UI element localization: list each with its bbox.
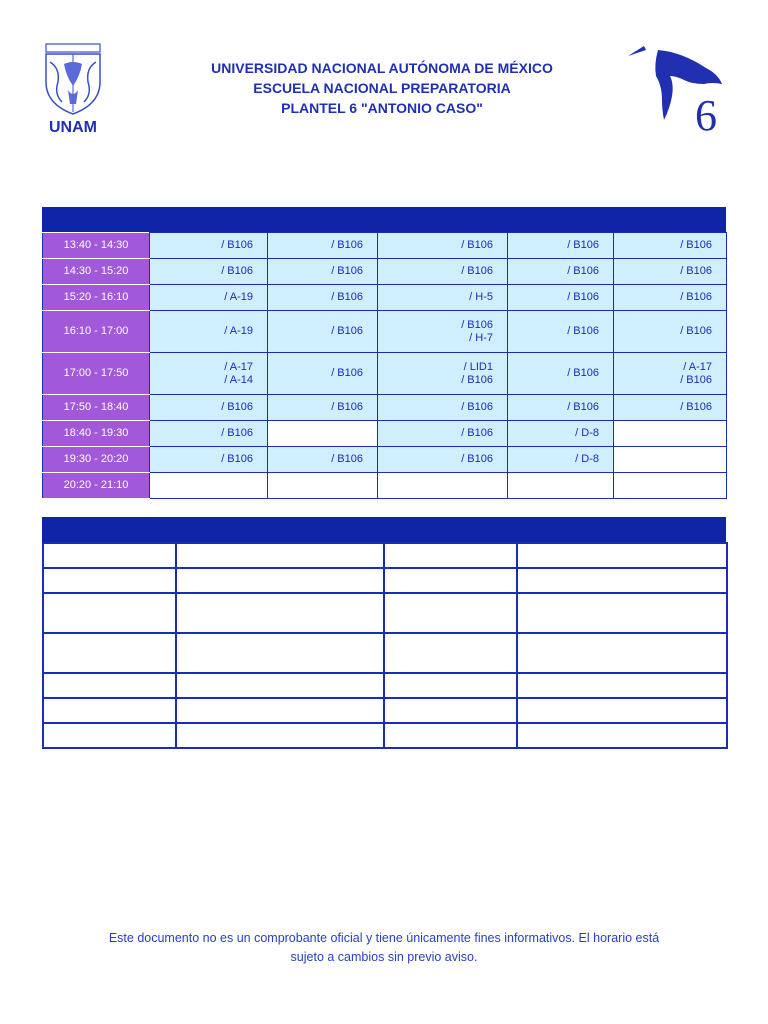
schedule-cell: [508, 353, 614, 395]
room-label: / A-17: [683, 360, 712, 373]
disclaimer-line-1: Este documento no es un comprobante oficial y tiene únicamente fines informativos. El horario está: [108, 931, 660, 945]
schedule-cell: [150, 421, 268, 447]
schedule-cell: [378, 395, 508, 421]
room-label: / B106: [680, 373, 712, 386]
schedule-cell: [614, 447, 727, 473]
table-row: [43, 673, 727, 698]
table-cell: [43, 723, 176, 748]
room-label: / B106: [567, 239, 599, 251]
unam-logo: [40, 42, 106, 134]
schedule-header-bar: [42, 207, 726, 232]
time-slot: 18:40 - 19:30: [43, 421, 150, 447]
schedule-cell: [508, 311, 614, 353]
schedule-row: [43, 473, 727, 499]
table-cell: [43, 673, 176, 698]
schedule-cell: [150, 285, 268, 311]
table-cell: [384, 543, 517, 568]
schedule-cell: [614, 259, 727, 285]
schedule-cell: [508, 421, 614, 447]
room-label: / A-17: [224, 360, 253, 373]
schedule-cell: [268, 395, 378, 421]
schedule-cell: [614, 311, 727, 353]
room-label: / B106: [567, 367, 599, 379]
room-label: / B106: [461, 453, 493, 465]
table-cell: [43, 543, 176, 568]
campus-name: PLANTEL 6 "ANTONIO CASO": [281, 100, 483, 116]
room-label: / D-8: [575, 453, 599, 465]
room-label: / B106: [567, 401, 599, 413]
room-label: / B106: [680, 401, 712, 413]
schedule-cell: [614, 421, 727, 447]
table-row: [43, 723, 727, 748]
room-label: / B106: [461, 401, 493, 413]
table-row: [43, 568, 727, 593]
room-label: / H-7: [469, 331, 493, 344]
schedule-row: [43, 259, 727, 285]
table-cell: [384, 723, 517, 748]
table-cell: [176, 698, 384, 723]
room-label: / B106: [331, 239, 363, 251]
table-cell: [517, 723, 727, 748]
room-label: / B106: [331, 453, 363, 465]
time-slot: 15:20 - 16:10: [43, 285, 150, 311]
time-slot: 19:30 - 20:20: [43, 447, 150, 473]
schedule-cell: [268, 233, 378, 259]
table-cell: [43, 593, 176, 633]
schedule-cell: [150, 473, 268, 499]
table-cell: [517, 593, 727, 633]
room-label: / B106: [221, 453, 253, 465]
room-label: / B106: [331, 291, 363, 303]
schedule-cell: [378, 285, 508, 311]
room-label: / B106: [461, 427, 493, 439]
school-name: ESCUELA NACIONAL PREPARATORIA: [253, 80, 511, 96]
room-label: / B106: [221, 427, 253, 439]
table-row: [43, 698, 727, 723]
schedule-row: [43, 353, 727, 395]
room-label: / B106: [461, 265, 493, 277]
table-cell: [384, 568, 517, 593]
unam-logo-text: UNAM: [49, 119, 97, 134]
schedule-cell: [508, 233, 614, 259]
room-label: / B106: [680, 265, 712, 277]
table-cell: [517, 543, 727, 568]
table-row: [43, 633, 727, 673]
room-label: / B106: [567, 325, 599, 337]
info-table: [42, 542, 728, 749]
room-label: / A-19: [224, 325, 253, 337]
disclaimer: [70, 929, 698, 967]
room-label: / LID1: [463, 360, 493, 373]
room-label: / B106: [221, 265, 253, 277]
table-cell: [517, 673, 727, 698]
disclaimer-line-2: sujeto a cambios sin previo aviso.: [290, 950, 478, 964]
schedule-cell: [614, 233, 727, 259]
table-cell: [43, 698, 176, 723]
schedule-cell: [268, 285, 378, 311]
schedule-row: [43, 421, 727, 447]
room-label: / B106: [680, 291, 712, 303]
schedule-table: [42, 232, 727, 499]
table-cell: [176, 543, 384, 568]
schedule-cell: [150, 395, 268, 421]
table-cell: [384, 673, 517, 698]
schedule-row: [43, 233, 727, 259]
schedule-cell: [150, 447, 268, 473]
schedule-row: [43, 285, 727, 311]
room-label: / B106: [567, 265, 599, 277]
room-label: / B106: [461, 239, 493, 251]
schedule-cell: [614, 473, 727, 499]
table-cell: [176, 593, 384, 633]
schedule-cell: [378, 473, 508, 499]
schedule-cell: [268, 259, 378, 285]
schedule-cell: [378, 353, 508, 395]
table-cell: [384, 593, 517, 633]
table-cell: [43, 568, 176, 593]
room-label: / B106: [331, 265, 363, 277]
time-slot: 17:50 - 18:40: [43, 395, 150, 421]
room-label: / A-19: [224, 291, 253, 303]
room-label: / B106: [461, 318, 493, 331]
table-row: [43, 543, 727, 568]
schedule-cell: [268, 447, 378, 473]
room-label: / B106: [680, 239, 712, 251]
table-cell: [517, 633, 727, 673]
schedule-cell: [508, 473, 614, 499]
table-cell: [517, 698, 727, 723]
table-cell: [176, 723, 384, 748]
room-label: / B106: [331, 401, 363, 413]
schedule-cell: [150, 233, 268, 259]
time-slot: 20:20 - 21:10: [43, 473, 150, 499]
room-label: / B106: [221, 401, 253, 413]
logo-six: 6: [695, 91, 717, 136]
schedule-cell: [268, 353, 378, 395]
room-label: / D-8: [575, 427, 599, 439]
schedule-cell: [150, 311, 268, 353]
school-header: [170, 58, 594, 118]
time-slot: 17:00 - 17:50: [43, 353, 150, 395]
table-row: [43, 593, 727, 633]
room-label: / H-5: [469, 291, 493, 303]
schedule-cell: [150, 259, 268, 285]
schedule-cell: [378, 259, 508, 285]
table-cell: [176, 568, 384, 593]
schedule-row: [43, 395, 727, 421]
room-label: / B106: [567, 291, 599, 303]
table-cell: [176, 673, 384, 698]
room-label: / B106: [331, 367, 363, 379]
schedule-cell: [268, 421, 378, 447]
schedule-row: [43, 311, 727, 353]
time-slot: 14:30 - 15:20: [43, 259, 150, 285]
room-label: / B106: [221, 239, 253, 251]
schedule-cell: [508, 259, 614, 285]
table-cell: [517, 568, 727, 593]
schedule-row: [43, 447, 727, 473]
schedule-cell: [150, 353, 268, 395]
room-label: / B106: [331, 325, 363, 337]
info-header-bar: [42, 517, 726, 542]
schedule-cell: [614, 395, 727, 421]
room-label: / B106: [461, 373, 493, 386]
schedule-cell: [614, 353, 727, 395]
table-cell: [43, 633, 176, 673]
schedule-cell: [378, 447, 508, 473]
time-slot: 13:40 - 14:30: [43, 233, 150, 259]
schedule-cell: [268, 311, 378, 353]
plantel-6-logo: [622, 40, 726, 136]
schedule-cell: [378, 233, 508, 259]
schedule-cell: [268, 473, 378, 499]
table-cell: [176, 633, 384, 673]
time-slot: 16:10 - 17:00: [43, 311, 150, 353]
schedule-cell: [508, 285, 614, 311]
schedule-cell: [508, 447, 614, 473]
schedule-cell: [378, 421, 508, 447]
schedule-cell: [378, 311, 508, 353]
schedule-cell: [614, 285, 727, 311]
table-cell: [384, 698, 517, 723]
schedule-cell: [508, 395, 614, 421]
university-name: UNIVERSIDAD NACIONAL AUTÓNOMA DE MÉXICO: [211, 60, 553, 76]
table-cell: [384, 633, 517, 673]
room-label: / A-14: [224, 373, 253, 386]
room-label: / B106: [680, 325, 712, 337]
